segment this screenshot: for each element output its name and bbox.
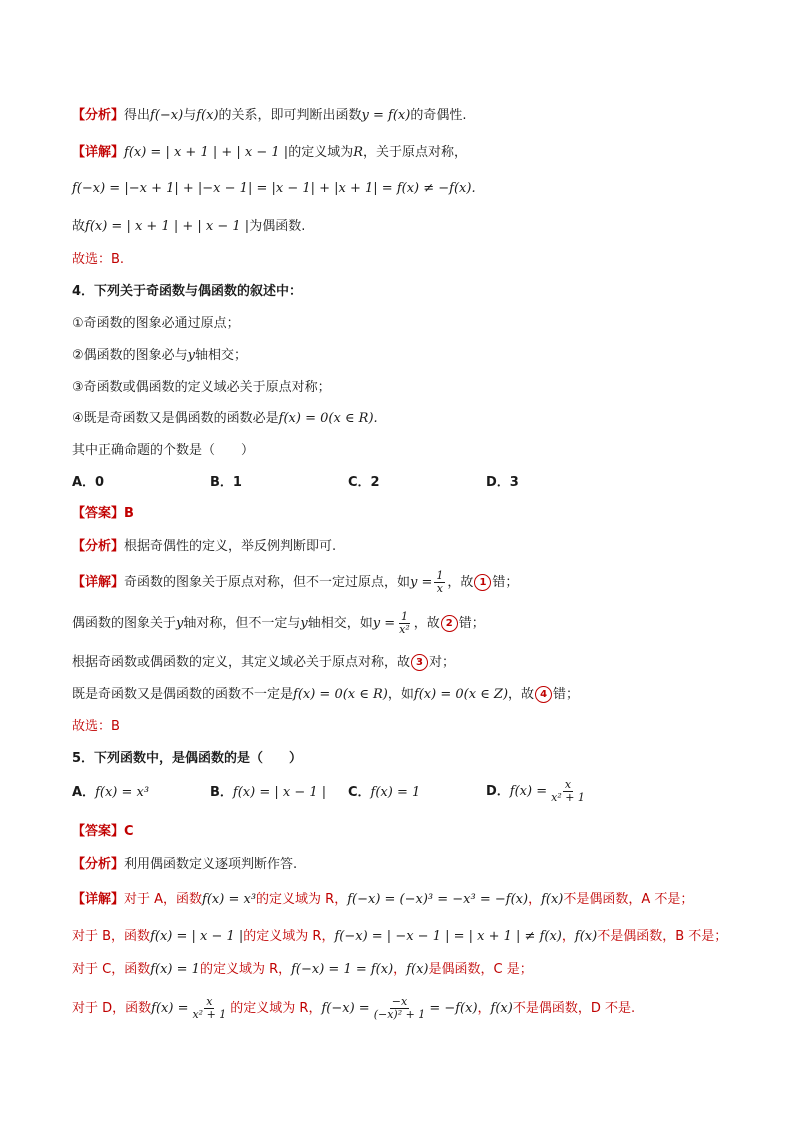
text: ，故 <box>413 616 440 631</box>
text: 得出 <box>124 108 151 123</box>
detail-tag: 【详解】 <box>72 575 125 590</box>
q5-analysis <box>72 856 297 874</box>
math: = −f(x) <box>429 1001 478 1016</box>
math: f(x) = | x + 1 | + | x − 1 | <box>85 219 250 234</box>
text: 错； <box>553 687 580 702</box>
fraction <box>397 611 412 636</box>
math: y = <box>410 575 433 590</box>
math: f(x) = 1 <box>150 962 200 977</box>
text: 轴相交，如 <box>307 616 373 631</box>
text: 轴对称，但不一定与 <box>183 616 301 631</box>
math: f(x) = x³ <box>95 785 150 800</box>
circled-number: ② <box>72 348 84 363</box>
q4-option-a: A．0 <box>72 475 105 490</box>
q4-detail-2 <box>72 609 485 639</box>
text: 对于 C，函数 <box>72 962 151 977</box>
math: f(−x) = 1 = f(x) <box>291 962 394 977</box>
text: 利用偶函数定义逐项判断作答. <box>124 857 298 872</box>
text: 的关系，即可判断出函数 <box>218 108 362 123</box>
math: f(x) = 0(x ∈ R) <box>293 687 388 702</box>
q4-item-3 <box>72 379 331 397</box>
answer-value: B <box>124 506 134 521</box>
math: y = f(x) <box>361 108 411 123</box>
math: f(x) <box>574 929 598 944</box>
math: y <box>300 616 308 631</box>
q4-question: 其中正确命题的个数是（ ） <box>72 443 255 458</box>
q4-item-2 <box>72 347 247 365</box>
circled-number: 1 <box>474 574 491 591</box>
text: ，关于原点对称， <box>363 145 468 160</box>
option-label: D． <box>486 784 510 799</box>
q4-item-1 <box>72 315 240 333</box>
analysis-tag: 【分析】 <box>72 539 125 554</box>
math: y <box>187 348 196 363</box>
numerator: x <box>206 995 213 1008</box>
math: f(x) = <box>509 784 548 799</box>
text: 的奇偶性. <box>410 108 467 123</box>
text: 与 <box>183 108 197 123</box>
text: 的定义域为 R， <box>243 929 335 944</box>
numerator: 1 <box>400 610 408 623</box>
text: 不是偶函数，B 不是； <box>597 929 728 944</box>
denominator: x² <box>399 623 410 636</box>
answer-tag: 【答案】 <box>72 824 125 839</box>
text: 对于 D，函数 <box>72 1001 152 1016</box>
q5-detail-a <box>72 891 693 909</box>
option-label: C． <box>348 785 371 800</box>
q4-detail-1 <box>72 568 518 598</box>
circled-number: 3 <box>411 654 428 671</box>
text: 是偶函数，C 是； <box>428 962 533 977</box>
q4-analysis <box>72 538 336 556</box>
text: 根据奇偶性的定义，举反例判断即可. <box>124 539 337 554</box>
q5-option-c <box>348 784 420 802</box>
text: 既是奇函数又是偶函数的函数不一定是 <box>72 687 294 702</box>
text: ， <box>393 962 407 977</box>
denominator: x <box>436 582 444 595</box>
circled-number: ① <box>72 316 84 331</box>
analysis-line <box>72 107 466 125</box>
math: f(−x) <box>150 108 184 123</box>
answer-tag: 【答案】 <box>72 506 125 521</box>
text: 的定义域为 <box>288 145 354 160</box>
math: f(x) = <box>151 1001 189 1016</box>
numerator: x <box>564 778 572 791</box>
text: 偶函数的图象关于 <box>72 616 177 631</box>
math: f(x) = 0(x ∈ R). <box>278 411 378 426</box>
circled-number: 2 <box>441 615 458 632</box>
text: 对于 B，函数 <box>72 929 151 944</box>
math: y <box>176 616 184 631</box>
q4-option-b: B．1 <box>210 475 242 490</box>
q4-detail-3 <box>72 654 455 672</box>
math: y = <box>372 616 396 631</box>
circled-number: ③ <box>72 380 84 395</box>
q5-option-a <box>72 784 149 802</box>
math: f(x) = | x + 1 | + | x − 1 | <box>124 145 289 160</box>
text: 不是偶函数，D 不是. <box>512 1001 636 1016</box>
math: f(x) <box>490 1001 513 1016</box>
text: 对； <box>429 655 456 670</box>
math: f(x) = x³ <box>202 892 257 907</box>
q4-detail-4 <box>72 686 579 704</box>
choose-line: 故选：B. <box>72 252 125 267</box>
math: f(x) <box>406 962 429 977</box>
text: 既是奇函数又是偶函数的函数必是 <box>83 411 279 426</box>
detail-equation: f(−x) = |−x + 1| + |−x − 1| = |x − 1| + |x + 1| = f(x) ≠ −f(x). <box>72 181 476 196</box>
math: f(x) = | x − 1 | <box>232 785 327 800</box>
text: 错； <box>458 616 485 631</box>
text: 为偶函数. <box>249 219 306 234</box>
text: ，故 <box>447 575 474 590</box>
text: 对于 A，函数 <box>124 892 203 907</box>
text: ， <box>477 1001 491 1016</box>
text: 的定义域为 R， <box>256 892 348 907</box>
text: 根据奇函数或偶函数的定义，其定义域必关于原点对称，故 <box>72 655 411 670</box>
math: f(x) = | x − 1 | <box>150 929 244 944</box>
q5-detail-c <box>72 961 533 979</box>
text: 的定义域为 R， <box>230 1001 322 1016</box>
q5-option-b <box>210 784 326 802</box>
q4-choose: 故选：B <box>72 719 120 734</box>
numerator: −x <box>391 995 408 1008</box>
math: f(x) = 1 <box>370 785 421 800</box>
q5-stem: 5．下列函数中，是偶函数的是（ ） <box>72 751 303 766</box>
circled-number: ④ <box>72 411 84 426</box>
text: 不是偶函数，A 不是； <box>563 892 694 907</box>
fraction <box>434 570 445 595</box>
detail-tag: 【详解】 <box>72 892 125 907</box>
text: ，故 <box>508 687 535 702</box>
math: f(−x) = <box>321 1001 370 1016</box>
q4-item-4 <box>72 410 378 428</box>
math: f(x) <box>196 108 219 123</box>
text: 奇函数的图象必通过原点； <box>83 316 240 331</box>
math: f(−x) = | −x − 1 | = | x + 1 | ≠ f(x) <box>334 929 562 944</box>
option-label: B． <box>210 785 233 800</box>
q4-option-c: C．2 <box>348 475 380 490</box>
math: f(x) = 0(x ∈ Z) <box>413 687 509 702</box>
text: 错； <box>492 575 519 590</box>
detail-tag: 【详解】 <box>72 145 125 160</box>
q5-detail-d <box>72 992 635 1026</box>
text: 奇函数或偶函数的定义域必关于原点对称； <box>83 380 331 395</box>
q5-option-d <box>486 776 589 808</box>
math: R <box>353 145 363 160</box>
analysis-tag: 【分析】 <box>72 857 125 872</box>
text: ， <box>528 892 542 907</box>
math: f(−x) = (−x)³ = −x³ = −f(x) <box>347 892 529 907</box>
denominator: x² + 1 <box>551 791 585 804</box>
q4-stem: 4．下列关于奇函数与偶函数的叙述中： <box>72 284 303 299</box>
q5-detail-b <box>72 928 727 946</box>
circled-number: 4 <box>535 686 552 703</box>
q4-option-d: D．3 <box>486 475 519 490</box>
text: 偶函数的图象必与 <box>83 348 188 363</box>
text: 奇函数的图象关于原点对称，但不一定过原点，如 <box>124 575 411 590</box>
detail-line <box>72 144 467 162</box>
conclusion-line <box>72 218 305 236</box>
numerator: 1 <box>436 569 444 582</box>
text: 轴相交； <box>195 348 248 363</box>
denominator: x² + 1 <box>192 1008 227 1021</box>
fraction <box>372 996 428 1021</box>
text: 故 <box>72 219 86 234</box>
q5-answer <box>72 823 134 841</box>
fraction <box>190 996 228 1021</box>
fraction <box>549 779 587 804</box>
q4-answer <box>72 505 134 523</box>
text: ， <box>561 929 575 944</box>
answer-value: C <box>124 824 134 839</box>
text: 的定义域为 R， <box>199 962 292 977</box>
option-label: A． <box>72 785 96 800</box>
math: f(x) <box>541 892 564 907</box>
denominator: (−x)² + 1 <box>373 1008 426 1021</box>
analysis-tag: 【分析】 <box>72 108 125 123</box>
text: ，如 <box>387 687 414 702</box>
